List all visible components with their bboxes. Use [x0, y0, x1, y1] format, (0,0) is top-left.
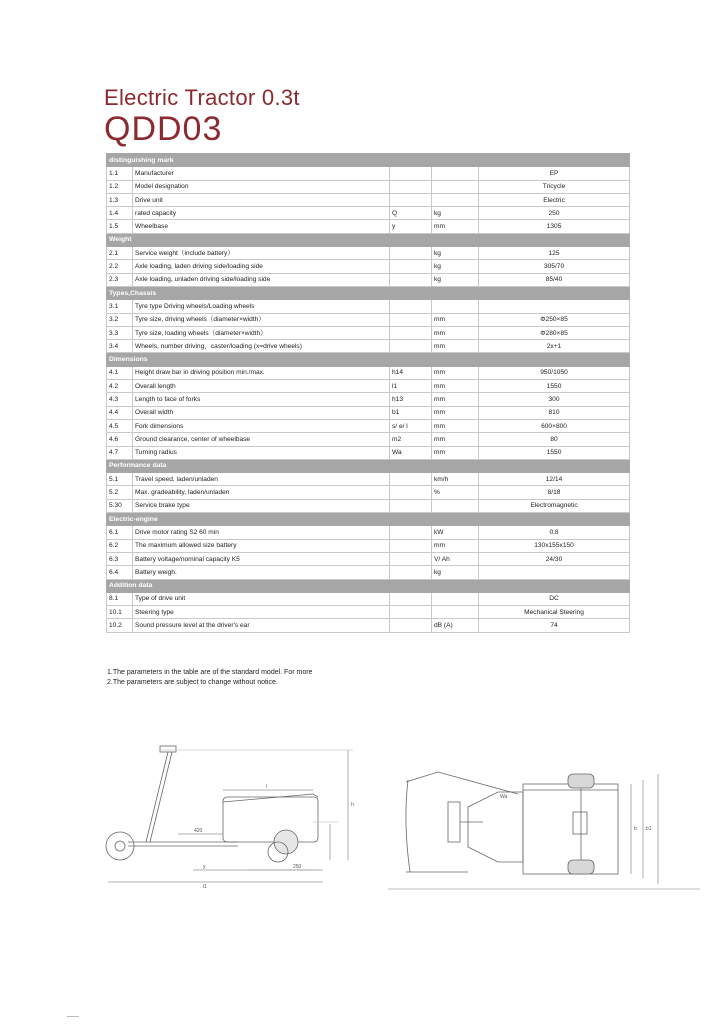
- spec-unit: mm: [432, 220, 479, 233]
- spec-value: 950/1050: [479, 366, 630, 379]
- spec-symbol: [390, 193, 432, 206]
- spec-row: [107, 606, 630, 619]
- spec-symbol: [390, 180, 432, 193]
- spec-unit: kg: [432, 260, 479, 273]
- spec-row: [107, 566, 630, 579]
- spec-number: 4.4: [107, 406, 133, 419]
- spec-symbol: [390, 313, 432, 326]
- spec-symbol: l1: [390, 380, 432, 393]
- spec-number: 6.3: [107, 552, 133, 565]
- spec-row: [107, 366, 630, 379]
- spec-value: 130x155x150: [479, 539, 630, 552]
- spec-value: 85/40: [479, 273, 630, 286]
- spec-row: [107, 473, 630, 486]
- spec-row: [107, 207, 630, 220]
- spec-number: 10.2: [107, 619, 133, 632]
- spec-unit: mm: [432, 419, 479, 432]
- spec-value: 80: [479, 433, 630, 446]
- spec-value: 1305: [479, 220, 630, 233]
- spec-value: Mechanical Steering: [479, 606, 630, 619]
- dim-label: b1: [646, 826, 652, 832]
- footnote: 1.The parameters in the table are of the standard model. For more: [107, 669, 313, 676]
- spec-row: [107, 446, 630, 459]
- spec-unit: [432, 499, 479, 512]
- spec-description: Tyre size, driving wheels（diameter×width）: [133, 313, 390, 326]
- section-header: [107, 233, 630, 246]
- spec-description: Drive unit: [133, 193, 390, 206]
- spec-value: 600×800: [479, 419, 630, 432]
- spec-symbol: [390, 566, 432, 579]
- spec-value: 24/30: [479, 552, 630, 565]
- section-title: distinguishing mark: [107, 154, 630, 167]
- spec-value: 125: [479, 247, 630, 260]
- section-header: [107, 579, 630, 592]
- spec-value: [479, 566, 630, 579]
- spec-symbol: [390, 486, 432, 499]
- spec-number: 3.4: [107, 340, 133, 353]
- spec-description: Service brake type: [133, 499, 390, 512]
- spec-unit: mm: [432, 393, 479, 406]
- section-title: Electric-engine: [107, 513, 630, 526]
- spec-description: Height draw bar in driving position min./max.: [133, 366, 390, 379]
- spec-value: 810: [479, 406, 630, 419]
- spec-symbol: h14: [390, 366, 432, 379]
- spec-value: Tricycle: [479, 180, 630, 193]
- spec-symbol: [390, 552, 432, 565]
- spec-row: [107, 220, 630, 233]
- spec-value: Φ250×85: [479, 313, 630, 326]
- section-header: [107, 286, 630, 299]
- spec-unit: mm: [432, 539, 479, 552]
- spec-symbol: [390, 247, 432, 260]
- model-name: QDD03: [104, 110, 223, 148]
- spec-row: [107, 433, 630, 446]
- spec-number: 4.5: [107, 419, 133, 432]
- spec-number: 5.2: [107, 486, 133, 499]
- dim-label: y: [203, 864, 206, 870]
- spec-number: 6.4: [107, 566, 133, 579]
- dim-label: b: [634, 826, 637, 832]
- spec-description: Axle loading, laden driving side/loading side: [133, 260, 390, 273]
- spec-unit: [432, 606, 479, 619]
- spec-row: [107, 300, 630, 313]
- spec-symbol: [390, 619, 432, 632]
- spec-number: 5.1: [107, 473, 133, 486]
- section-title: Weight: [107, 233, 630, 246]
- spec-number: 3.3: [107, 326, 133, 339]
- spec-number: 3.1: [107, 300, 133, 313]
- spec-row: [107, 380, 630, 393]
- spec-description: Overall length: [133, 380, 390, 393]
- spec-description: Tyre type Driving wheels/Loading wheels: [133, 300, 390, 313]
- spec-symbol: [390, 606, 432, 619]
- spec-symbol: Q: [390, 207, 432, 220]
- spec-unit: mm: [432, 433, 479, 446]
- spec-value: [479, 300, 630, 313]
- section-title: Addition data: [107, 579, 630, 592]
- spec-description: Drive motor rating S2 60 min: [133, 526, 390, 539]
- spec-value: Electromagnetic: [479, 499, 630, 512]
- spec-description: Wheels, number driving，caster/loading (x=drive wheels): [133, 340, 390, 353]
- spec-value: 12/14: [479, 473, 630, 486]
- spec-value: 74: [479, 619, 630, 632]
- spec-row: [107, 552, 630, 565]
- spec-number: 1.2: [107, 180, 133, 193]
- spec-unit: mm: [432, 313, 479, 326]
- dim-label: l: [266, 784, 268, 790]
- spec-number: 4.7: [107, 446, 133, 459]
- spec-description: The maximum allowed size battery: [133, 539, 390, 552]
- spec-number: 4.6: [107, 433, 133, 446]
- spec-description: Turning radius: [133, 446, 390, 459]
- spec-symbol: b1: [390, 406, 432, 419]
- spec-description: rated capacity: [133, 207, 390, 220]
- spec-number: 3.2: [107, 313, 133, 326]
- spec-description: Battery weigh.: [133, 566, 390, 579]
- spec-number: 6.2: [107, 539, 133, 552]
- dim-label: l1: [203, 884, 207, 890]
- spec-symbol: [390, 340, 432, 353]
- spec-row: [107, 619, 630, 632]
- spec-number: 2.3: [107, 273, 133, 286]
- spec-number: 1.3: [107, 193, 133, 206]
- spec-value: 305/70: [479, 260, 630, 273]
- spec-symbol: [390, 526, 432, 539]
- dim-label: h: [351, 802, 354, 808]
- spec-symbol: [390, 592, 432, 605]
- spec-description: Ground clearance, center of wheelbase: [133, 433, 390, 446]
- spec-number: 2.2: [107, 260, 133, 273]
- spec-row: [107, 486, 630, 499]
- spec-unit: mm: [432, 406, 479, 419]
- spec-value: EP: [479, 167, 630, 180]
- spec-unit: [432, 592, 479, 605]
- product-title: Electric Tractor 0.3t: [104, 85, 300, 110]
- spec-value: 1550: [479, 446, 630, 459]
- spec-description: Steering type: [133, 606, 390, 619]
- spec-row: [107, 313, 630, 326]
- side-view-drawing: [98, 742, 368, 890]
- spec-row: [107, 539, 630, 552]
- top-view-drawing: [388, 762, 703, 894]
- spec-symbol: [390, 539, 432, 552]
- spec-value: 300: [479, 393, 630, 406]
- section-title: Performance data: [107, 459, 630, 472]
- spec-description: Sound pressure level at the driver's ear: [133, 619, 390, 632]
- spec-number: 1.4: [107, 207, 133, 220]
- spec-value: Electric: [479, 193, 630, 206]
- footnotes: [107, 668, 312, 688]
- spec-symbol: [390, 260, 432, 273]
- spec-value: 2x+1: [479, 340, 630, 353]
- spec-symbol: [390, 326, 432, 339]
- spec-number: 6.1: [107, 526, 133, 539]
- spec-symbol: [390, 300, 432, 313]
- section-header: [107, 459, 630, 472]
- spec-description: Travel speed, laden/unladen: [133, 473, 390, 486]
- spec-number: 1.5: [107, 220, 133, 233]
- footnote: 2.The parameters are subject to change without notice.: [107, 679, 278, 686]
- spec-description: Fork dimensions: [133, 419, 390, 432]
- spec-unit: kg: [432, 207, 479, 220]
- spec-row: [107, 167, 630, 180]
- spec-description: Tyre size, loading wheels（diameter×width）: [133, 326, 390, 339]
- spec-unit: V/ Ah: [432, 552, 479, 565]
- spec-description: Manufacturer: [133, 167, 390, 180]
- dim-label: Wa: [500, 794, 508, 800]
- spec-description: Model designation: [133, 180, 390, 193]
- spec-value: 250: [479, 207, 630, 220]
- spec-unit: mm: [432, 380, 479, 393]
- spec-symbol: m2: [390, 433, 432, 446]
- spec-value: 8/18: [479, 486, 630, 499]
- spec-row: [107, 247, 630, 260]
- spec-number: 1.1: [107, 167, 133, 180]
- spec-unit: kg: [432, 247, 479, 260]
- spec-row: [107, 393, 630, 406]
- spec-unit: km/h: [432, 473, 479, 486]
- spec-row: [107, 340, 630, 353]
- section-title: Types,Chassis: [107, 286, 630, 299]
- page-mark: [67, 1016, 79, 1017]
- spec-symbol: y: [390, 220, 432, 233]
- spec-row: [107, 326, 630, 339]
- section-header: [107, 154, 630, 167]
- spec-description: Overall width: [133, 406, 390, 419]
- spec-unit: mm: [432, 446, 479, 459]
- spec-number: 8.1: [107, 592, 133, 605]
- spec-value: 0.8: [479, 526, 630, 539]
- spec-unit: kW: [432, 526, 479, 539]
- spec-unit: %: [432, 486, 479, 499]
- spec-unit: [432, 300, 479, 313]
- spec-table: [106, 153, 630, 633]
- spec-symbol: [390, 273, 432, 286]
- spec-description: Battery voltage/nominal capacity K5: [133, 552, 390, 565]
- spec-symbol: [390, 499, 432, 512]
- spec-description: Max. gradeability, laden/unladen: [133, 486, 390, 499]
- spec-symbol: s/ e/ l: [390, 419, 432, 432]
- spec-row: [107, 406, 630, 419]
- spec-description: Wheelbase: [133, 220, 390, 233]
- spec-symbol: Wa: [390, 446, 432, 459]
- spec-row: [107, 419, 630, 432]
- spec-number: 4.1: [107, 366, 133, 379]
- spec-description: Type of drive unit: [133, 592, 390, 605]
- spec-symbol: [390, 167, 432, 180]
- spec-unit: mm: [432, 340, 479, 353]
- spec-number: 4.2: [107, 380, 133, 393]
- spec-description: Axle loading, unladen driving side/loading side: [133, 273, 390, 286]
- spec-number: 10.1: [107, 606, 133, 619]
- spec-description: Length to face of forks: [133, 393, 390, 406]
- spec-number: 4.3: [107, 393, 133, 406]
- spec-value: 1550: [479, 380, 630, 393]
- spec-unit: mm: [432, 366, 479, 379]
- spec-row: [107, 193, 630, 206]
- spec-unit: [432, 180, 479, 193]
- spec-value: DC: [479, 592, 630, 605]
- spec-unit: mm: [432, 326, 479, 339]
- section-header: [107, 513, 630, 526]
- dim-label: 250: [293, 864, 302, 870]
- spec-description: Service weight（include battery）: [133, 247, 390, 260]
- section-header: [107, 353, 630, 366]
- spec-row: [107, 499, 630, 512]
- spec-unit: kg: [432, 273, 479, 286]
- dim-label: 420: [194, 828, 203, 834]
- spec-row: [107, 592, 630, 605]
- spec-row: [107, 180, 630, 193]
- spec-unit: kg: [432, 566, 479, 579]
- spec-value: Φ280×85: [479, 326, 630, 339]
- section-title: Dimensions: [107, 353, 630, 366]
- spec-unit: [432, 193, 479, 206]
- spec-unit: [432, 167, 479, 180]
- spec-row: [107, 260, 630, 273]
- spec-symbol: h13: [390, 393, 432, 406]
- spec-symbol: [390, 473, 432, 486]
- spec-number: 2.1: [107, 247, 133, 260]
- spec-row: [107, 526, 630, 539]
- spec-row: [107, 273, 630, 286]
- spec-unit: dB (A): [432, 619, 479, 632]
- spec-number: 5.30: [107, 499, 133, 512]
